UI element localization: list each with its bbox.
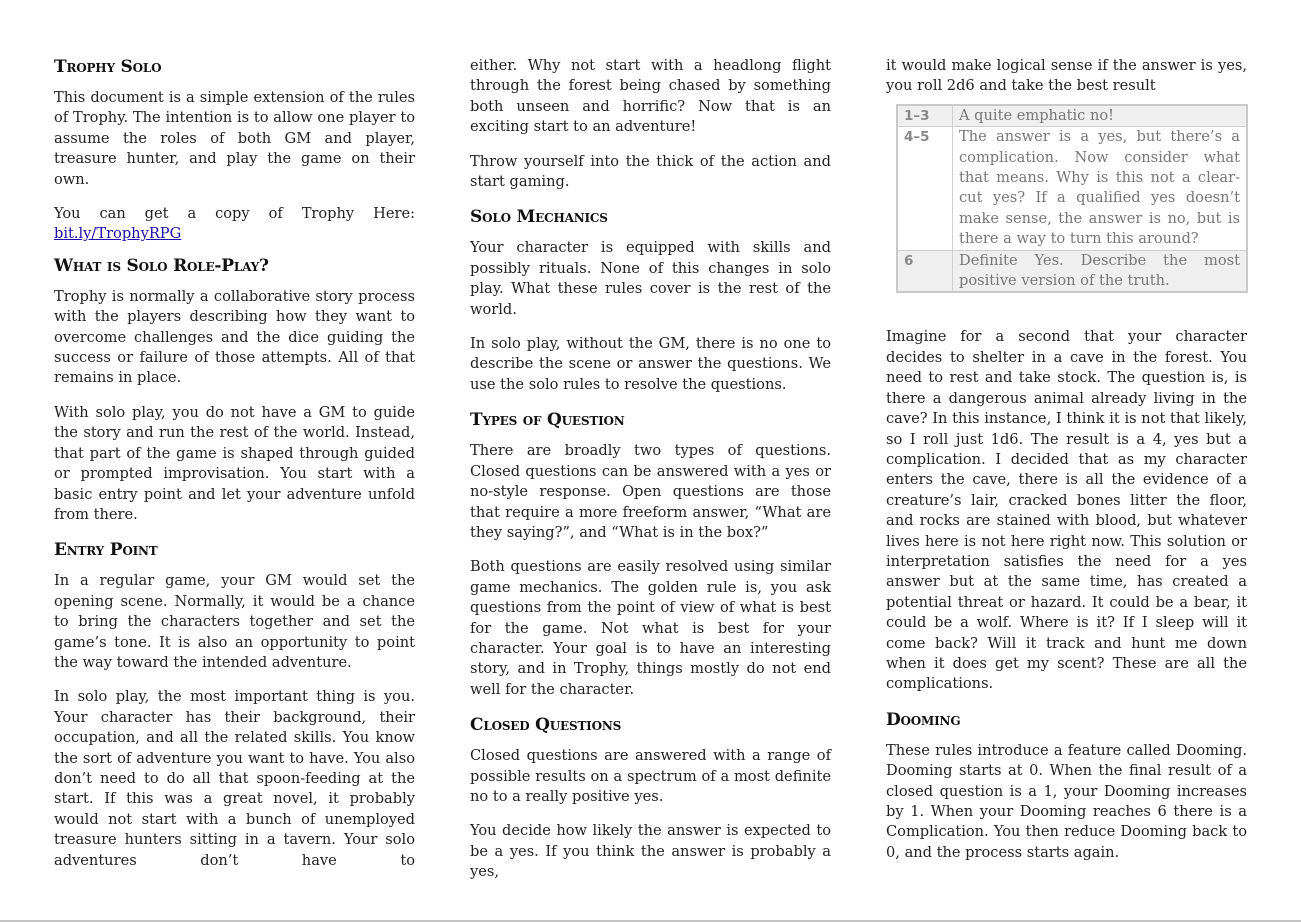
document-title: Trophy Solo	[54, 57, 162, 77]
heading-types-of-question: Types of Question	[470, 410, 625, 431]
mechanics-paragraph-2: In solo play, without the GM, there is no one to describe the scene or answer the questions. We use the solo rules to resolve the questions.	[470, 335, 831, 393]
heading-dooming: Dooming	[886, 709, 961, 730]
mechanics-paragraph-1: Your character is equipped with skills and possibly rituals. None of this changes in solo play. What these rules cover is the rest of the world.	[470, 239, 831, 318]
continued-paragraph: either. Why not start with a headlong flight through the forest being chased by something both unseen and horrific? Now that is an exciting start to an adventure!	[470, 57, 831, 136]
entry-paragraph-2: In solo play, the most important thing is you. Your character has their background, their occupation, and all the related skills. You know the sort of adventure you want to have. You also don’t need to do all that spoon-feeding at the start. If this was a great novel, it probably would not start with a bunch of unemployed treasure hunters sitting in a tavern. Your solo adventures don’t have to	[54, 688, 415, 869]
table-row	[897, 127, 1247, 250]
roll-cell: 1–3	[897, 105, 953, 127]
column-1	[54, 56, 415, 885]
result-cell: The answer is a yes, but there’s a complication. Now consider what that means. Why is this not a clear-cut yes? If a qualified yes doesn’t make sense, the answer is no, but is there a way to turn this around?	[953, 127, 1248, 250]
closed-paragraph-2: You decide how likely the answer is expected to be a yes. If you think the answer is probably a yes,	[470, 822, 831, 881]
dice-result-table	[896, 104, 1248, 294]
types-paragraph-2: Both questions are easily resolved using similar game mechanics. The golden rule is, you ask questions from the point of view of what is best for the game. Not what is best for your character. Your goal is to have an interesting story, and in Trophy, things mostly do not end well for the character.	[470, 558, 831, 698]
table-row	[897, 250, 1247, 292]
what-paragraph-1: Trophy is normally a collaborative story process with the players describing how they want to overcome challenges and the dice guiding the success or failure of those attempts. All of that remains in place.	[54, 287, 415, 387]
table-row	[897, 105, 1247, 127]
throw-paragraph: Throw yourself into the thick of the action and start gaming.	[470, 152, 831, 191]
dooming-paragraph: These rules introduce a feature called Dooming. Dooming starts at 0. When the final result of a closed question is a 1, your Dooming increases by 1. When your Dooming reaches 6 there is a Complication. You then reduce Dooming back to 0, and the process starts again.	[886, 741, 1247, 861]
closed-paragraph-1: Closed questions are answered with a range of possible results on a spectrum of a most definite no to a really positive yes.	[470, 747, 831, 805]
roll-cell: 6	[897, 250, 953, 292]
heading-what-is-solo: What is Solo Role-Play?	[54, 255, 269, 276]
column-2	[470, 56, 831, 897]
column-3	[886, 56, 1247, 877]
heading-closed-questions: Closed Questions	[470, 715, 622, 736]
heading-entry-point: Entry Point	[54, 540, 158, 561]
what-paragraph-2: With solo play, you do not have a GM to guide the story and run the rest of the world. Instead, that part of the game is shaped through guided or prompted improvisation. You start with a basic entry point and let your adventure unfold from there.	[54, 403, 415, 523]
intro-paragraph: This document is a simple extension of the rules of Trophy. The intention is to allow one player to assume the roles of both GM and player, treasure hunter, and play the game on their own.	[54, 89, 415, 188]
result-cell: A quite emphatic no!	[953, 105, 1248, 127]
entry-paragraph-1: In a regular game, your GM would set the opening scene. Normally, it would be a chance to bring the characters together and set the game’s tone. It is also an opportunity to point the way toward the intended adventure.	[54, 572, 415, 671]
roll-cell: 4–5	[897, 127, 953, 250]
result-cell: Definite Yes. Describe the most positive version of the truth.	[953, 250, 1248, 292]
heading-solo-mechanics: Solo Mechanics	[470, 207, 608, 228]
trophy-link[interactable]: bit.ly/TrophyRPG	[54, 225, 182, 243]
copy-paragraph	[54, 204, 415, 245]
example-paragraph: Imagine for a second that your character decides to shelter in a cave in the forest. You need to rest and take stock. The question is, is there a dangerous animal already living in the cave? In this instance, I think it is not that likely, so I roll just 1d6. The result is a 4, yes but a complication. I decided that as my character enters the cave, there is all the evidence of a creature’s lair, cracked bones litter the floor, and rocks are stained with blood, but whatever lives here is not here right now. This solution or interpretation satisfies the need for a yes answer but at the same time, has created a potential threat or hazard. It could be a bear, it could be a wolf. Where is it? If I sleep will it come back? Will it track and hunt me down when it does get my scent? These are all the complications.	[886, 328, 1247, 693]
types-paragraph-1: There are broadly two types of questions. Closed questions can be answered with a yes or no-style response. Open questions are those that require a more freeform answer, “What are they saying?”, and “What is in the box?”	[470, 442, 831, 541]
copy-text: You can get a copy of Trophy Here:	[54, 205, 415, 223]
continued-paragraph: it would make logical sense if the answer is yes, you roll 2d6 and take the best result	[886, 57, 1247, 95]
